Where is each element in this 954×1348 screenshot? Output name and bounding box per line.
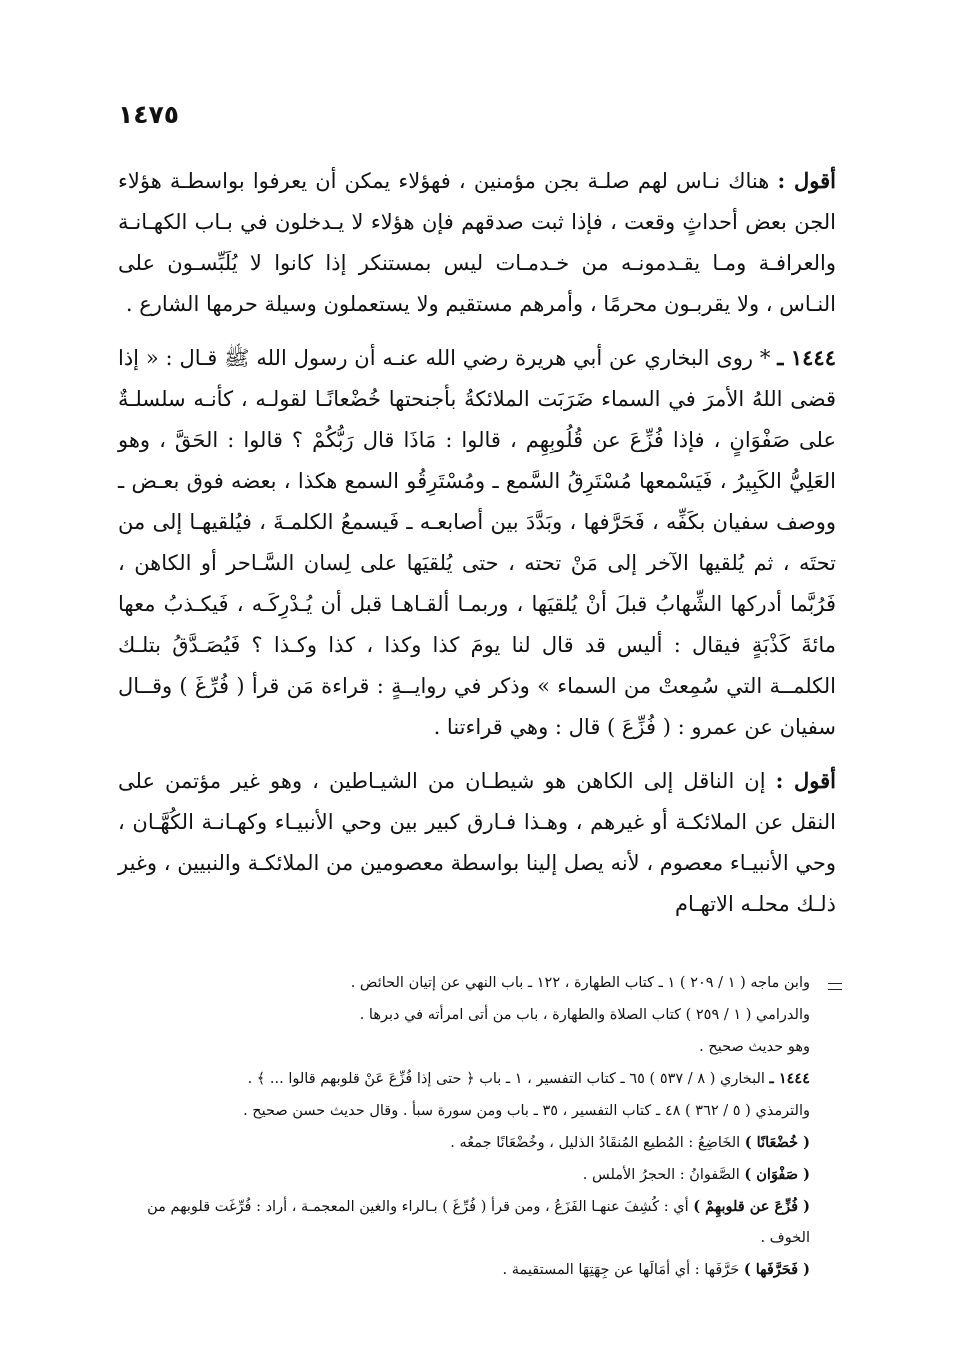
paragraph [118, 160, 836, 325]
page-number: ١٤٧٥ [118, 100, 180, 129]
footnote: والترمذي ( ٥ / ٣٦٢ ) ٤٨ ـ كتاب التفسير ، ٣٥ ـ باب ومن سورة سبأ . وقال حديث حسن صحيح . [243, 1103, 810, 1119]
main-text [118, 160, 836, 937]
paragraph-lead: أقول : [775, 768, 837, 793]
footnote: ( صَفْوَان ) الصَّفوانُ : الحجرُ الأملس . [582, 1166, 810, 1183]
hadith-number: ١٤٤٤ ـ [777, 345, 836, 370]
hadith-paragraph [118, 337, 836, 748]
footnote: ( خُضْعَانًا ) الخَاضِعُ : المُطيع المُنقَادُ الذليل ، وخُضْعَانًا جمعُه . [450, 1134, 810, 1151]
footnote: ( فُزِّعَ عن قلوبهِمْ ) أي : كُشِفَ عنهـا الفَزَعُ ، ومن قرأ ( فُرِّغَ ) بـالراء والغين المعجمـة ، أراد : فُرِّغَت قلوبهم من الخوف . [147, 1198, 810, 1246]
footnote: وهو حديث صحيح . [699, 1039, 810, 1055]
footnote: والدرامي ( ١ / ٢٥٩ ) كتاب الصلاة والطهارة ، باب من أتى امرأته في دبرها . [359, 1007, 810, 1023]
paragraph-text: هناك نـاس لهم صلـة بجن مؤمنين ، فهؤلاء يمكن أن يعرفوا بواسطـة هؤلاء الجن بعض أحداثٍ وقعت ، فإذا ثبت صدقهم فإن هؤلاء لا يـدخلون في بـاب الكهـانـة والعرافـة ومـا يقـدمونـه من خـدمـات ليس بمستنكر إذا كانوا لا يُلَبِّسـون على النـاس ، ولا يقربـون محرمًا ، وأمرهم مستقيم ولا يستعملون وسيلة حرمها الشارع . [118, 169, 836, 316]
paragraph-text: * روى البخاري عن أبي هريرة رضي الله عنـه أن رسول الله ﷺ قـال : « إذا قضى اللهُ الأمرَ في السماء ضَرَبَت الملائكةُ بأجنحتها خُضْعانًـا لقولـه ، كأنـه سلسلـةٌ على صَفْوَانٍ ، فإذا فُزِّعَ عن قُلُوبِهِم ، قالوا : مَاذَا قال رَبُّكُمْ ؟ قالوا : الحَقَّ ، وهو العَلِيُّ الكَبِيرُ ، فَيَسْمعها مُسْتَرِقُ السَّمع ـ ومُسْتَرِقُو السمع هكذا ، بعضه فوق بعـض ـ ووصف سفيان بكَفِّه ، فَحَرَّفها ، وبَدَّدَ بين أصابعـه ـ فَيسمعُ الكلمـةَ ، فيُلقيهـا إلى من تحتَه ، ثم يُلقيها الآخر إلى مَنْ تحته ، حتى يُلقيَها على لِسان السَّـاحر أو الكاهن ، فَرُبَّما أدركها الشِّهابُ قبلَ أنْ يُلقيَها ، وربمـا ألقـاهـا قبل أن يُـدْرِكَـه ، فَيكـذبُ معها مائةَ كَذْبَةٍ فيقال : أليس قد قال لنا يومَ كذا وكذا ، كذا وكـذا ؟ فَيُصَـدَّقُ بتلـك الكلمــة التي سُمِعتْ من السماء » وذكر في روايــةٍ : قراءة مَن قرأ ( فُرِّغَ ) وقــال سفيان عن عمرو : ( فُزِّعَ ) قال : وهي قراءتنا . [118, 346, 836, 739]
continuation-mark [828, 983, 842, 990]
footnote: وابن ماجه ( ١ / ٢٠٩ ) ١ ـ كتاب الطهارة ، ١٢٢ ـ باب النهي عن إتيان الحائض . [350, 975, 810, 991]
paragraph-lead: أقول : [777, 168, 836, 193]
paragraph-text: إن الناقل إلى الكاهن هو شيطـان من الشيـاطين ، وهو غير مؤتمن على النقل عن الملائكـة أو غيرهم ، وهـذا فـارق كبير بين وحي الأنبيـاء وكهـانـة الكُهَّـان ، وحي الأنبيـاء معصوم ، لأنه يصل إلينا بواسطة معصومين من الملائكـة والنبيين ، وغير ذلـك محلـه الاتهـام [118, 769, 836, 916]
footnote: ( فَحَرَّفَها ) حَرَّفَها : أي أمَالَها عن جِهَتِهَا المستقيمة . [502, 1261, 810, 1278]
footnotes [110, 967, 810, 1286]
footnote: ١٤٤٤ ـ البخاري ( ٨ / ٥٣٧ ) ٦٥ ـ كتاب التفسير ، ١ ـ باب ﴿ حتى إذا فُزِّعَ عَنْ قلوبهم قالوا ... ﴾ . [247, 1070, 810, 1087]
paragraph [118, 760, 836, 925]
